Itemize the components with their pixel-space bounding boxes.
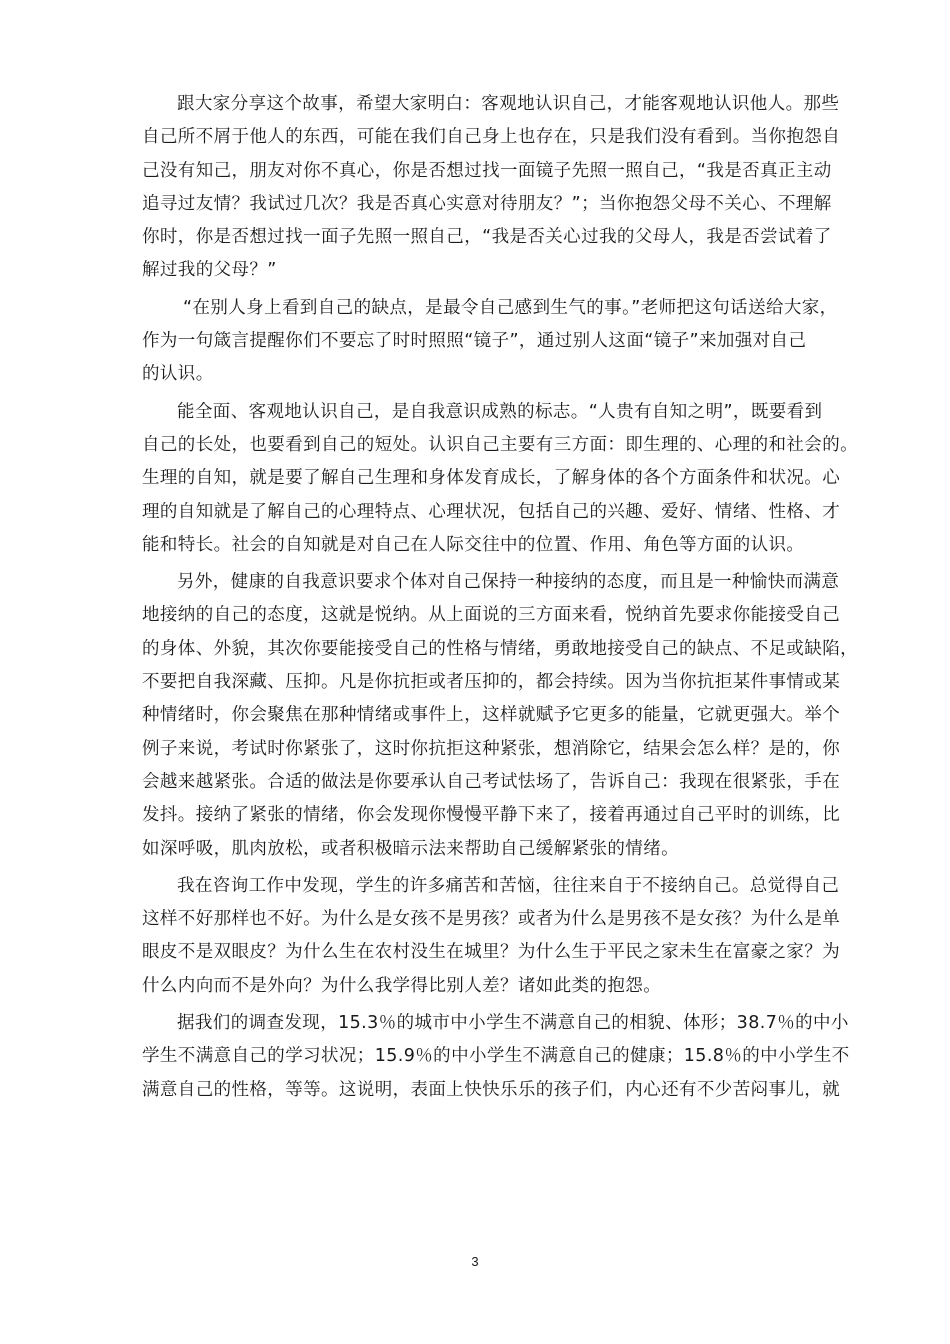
page-number: 3 [471,1254,479,1269]
paragraph-5 [142,870,841,1003]
text-line: 例子来说，考试时你紧张了，这时你抗拒这种紧张，想消除它，结果会怎么样？是的，你 [142,738,841,759]
text-line: 追寻过友情？我试过几次？我是否真心实意对待朋友？”；当你抱怨父母不关心、不理解 [142,193,832,214]
text-line: 我在咨询工作中发现，学生的许多痛苦和苦恼，往往来自于不接纳自己。总觉得自己 [177,875,840,896]
paragraph-3 [142,396,858,562]
text-line: 自己的长处，也要看到自己的短处。认识自己主要有三方面：即生理的、心理的和社会的。 [142,434,858,455]
text-line: 不要把自我深藏、压抑。凡是你抗拒或者压抑的，都会持续。因为当你抗拒某件事情或某 [142,672,841,693]
text-line: 这样不好那样也不好。为什么是女孩不是男孩？或者为什么是男孩不是女孩？为什么是单 [142,909,841,930]
text-line: 解过我的父母？” [142,260,277,281]
text-line: “在别人身上看到自己的缺点，是最令自己感到生气的事。”老师把这句话送给大家， [183,297,838,318]
text-line: 能和特长。社会的自知就是对自己在人际交往中的位置、作用、角色等方面的认识。 [142,534,805,555]
text-line: 作为一句箴言提醒你们不要忘了时时照照“镜子”，通过别人这面“镜子”来加强对自己 [142,331,807,352]
paragraph-2 [142,292,838,392]
text-line: 学生不满意自己的学习状况；15.9％的中小学生不满意自己的健康；15.8％的中小学生不 [142,1046,850,1067]
text-line: 种情绪时，你会聚焦在那种情绪或事件上，这样就赋予它更多的能量，它就更强大。举个 [142,705,841,726]
text-line: 的身体、外貌，其次你要能接受自己的性格与情绪，勇敢地接受自己的缺点、不足或缺陷， [142,638,858,659]
text-line: 跟大家分享这个故事，希望大家明白：客观地认识自己，才能客观地认识他人。那些 [177,94,840,114]
text-line: 你时，你是否想过找一面子先照一照自己，“我是否关心过我的父母人，我是否尝试着了 [142,227,832,248]
body-text [142,88,858,1107]
text-line: 什么内向而不是外向？为什么我学得比别人差？诸如此类的抱怨。 [142,975,662,996]
paragraph-6 [142,1007,850,1107]
text-line: 能全面、客观地认识自己，是自我意识成熟的标志。“人贵有自知之明”，既要看到 [177,401,823,422]
text-line: 的认识。 [142,364,214,385]
text-line: 据我们的调查发现，15.3％的城市中小学生不满意自己的相貌、体形；38.7％的中小 [177,1013,849,1034]
text-line: 会越来越紧张。合适的做法是你要承认自己考试怯场了，告诉自己：我现在很紧张，手在 [142,771,841,792]
paragraph-4 [142,566,858,866]
text-line: 发抖。接纳了紧张的情绪，你会发现你慢慢平静下来了，接着再通过自己平时的训练，比 [142,805,841,826]
text-line: 地接纳的自己的态度，这就是悦纳。从上面说的三方面来看，悦纳首先要求你能接受自己 [142,605,841,626]
text-line: 另外，健康的自我意识要求个体对自己保持一种接纳的态度，而且是一种愉快而满意 [177,572,840,593]
text-line: 自己所不屑于他人的东西，可能在我们自己身上也存在，只是我们没有看到。当你抱怨自 [142,127,841,148]
text-line: 己没有知己，朋友对你不真心，你是否想过找一面镜子先照一照自己，“我是否真正主动 [142,160,832,181]
paragraph-1 [142,88,841,288]
text-line: 生理的自知，就是要了解自己生理和身体发育成长，了解身体的各个方面条件和状况。心 [142,468,841,489]
text-line: 理的自知就是了解自己的心理特点、心理状况，包括自己的兴趣、爱好、情绪、性格、才 [142,501,841,522]
text-line: 如深呼吸，肌肉放松，或者积极暗示法来帮助自己缓解紧张的情绪。 [142,838,679,859]
text-line: 眼皮不是双眼皮？为什么生在农村没生在城里？为什么生于平民之家未生在富豪之家？为 [142,942,841,963]
text-line: 满意自己的性格，等等。这说明，表面上快快乐乐的孩子们，内心还有不少苦闷事儿，就 [142,1079,841,1100]
